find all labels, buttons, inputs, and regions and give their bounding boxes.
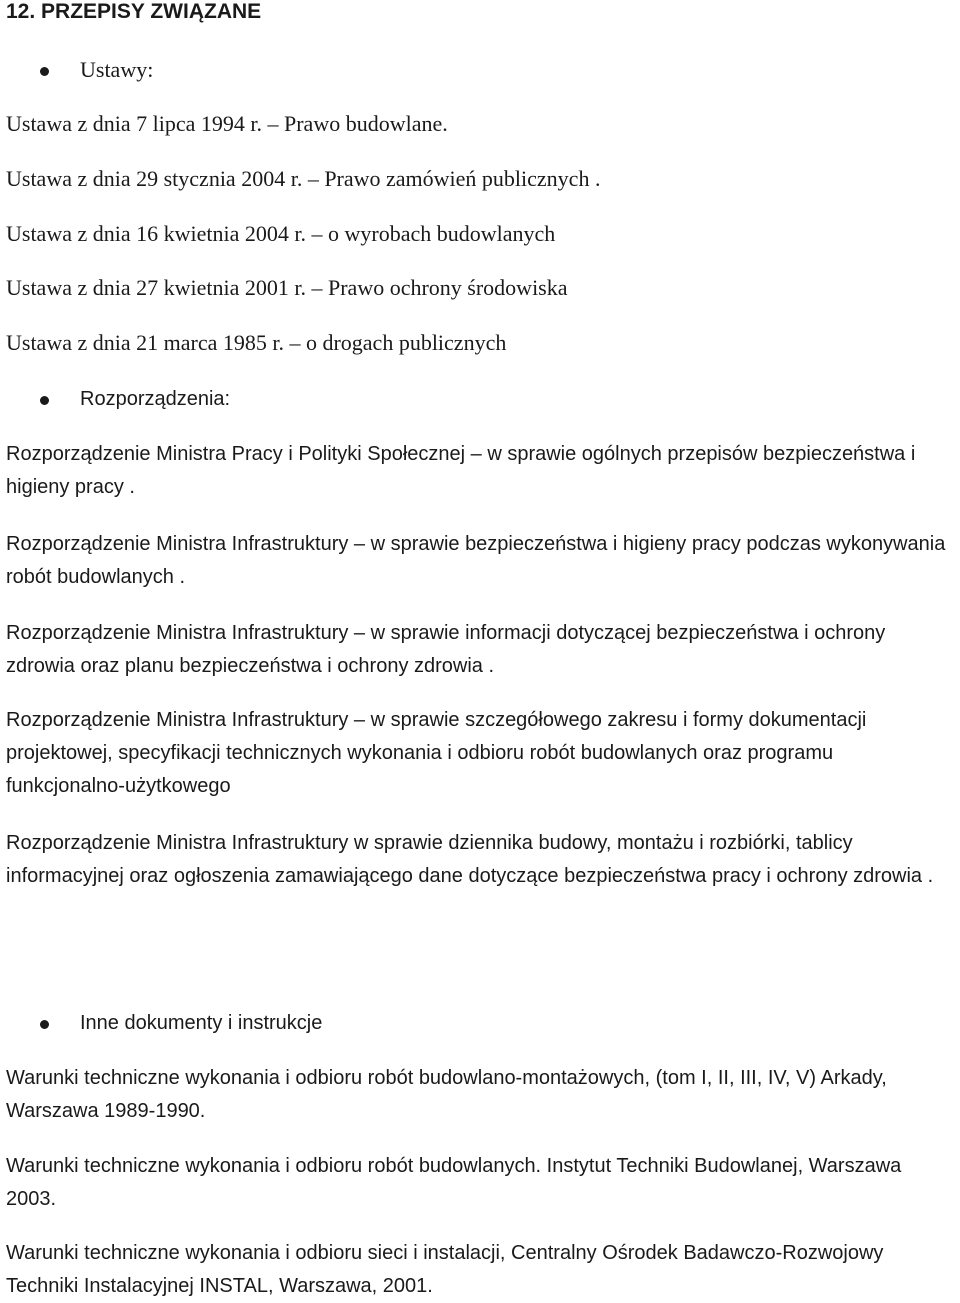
regulation-item: Rozporządzenie Ministra Infrastruktury – w sprawie informacji dotyczącej bezpieczeństwa i ochrony zdrowia oraz planu bezpieczeństwa i ochrony zdrowia .: [6, 622, 886, 677]
bullet-icon: [40, 1020, 49, 1029]
regulation-item: Rozporządzenie Ministra Infrastruktury – w sprawie szczegółowego zakresu i formy dokumentacji projektowej, specyfikacji technicznych wykonania i odbioru robót budowlanych oraz programu funkcjonalno-użytkowego: [6, 709, 867, 797]
bullet-label-ustawy: Ustawy:: [80, 57, 154, 82]
document-item: Warunki techniczne wykonania i odbioru robót budowlanych. Instytut Techniki Budowlanej, Warszawa 2003.: [6, 1155, 902, 1210]
document-item: Warunki techniczne wykonania i odbioru robót budowlano-montażowych, (tom I, II, III, IV, V) Arkady, Warszawa 1989-1990.: [6, 1067, 887, 1122]
law-item: Ustawa z dnia 21 marca 1985 r. – o drogach publicznych: [6, 330, 507, 355]
law-item: Ustawa z dnia 27 kwietnia 2001 r. – Prawo ochrony środowiska: [6, 275, 568, 300]
regulation-item: Rozporządzenie Ministra Infrastruktury w sprawie dziennika budowy, montażu i rozbiórki, tablicy informacyjnej oraz ogłoszenia zamawiającego dane dotyczące bezpieczeństwa pracy i ochrony zdrowia .: [6, 832, 934, 887]
bullet-label-rozporzadzenia: Rozporządzenia:: [80, 388, 231, 410]
bullet-icon: [40, 396, 49, 405]
document-item: Warunki techniczne wykonania i odbioru sieci i instalacji, Centralny Ośrodek Badawczo-Rozwojowy Techniki Instalacyjnej INSTAL, Warszawa, 2001.: [6, 1242, 884, 1297]
regulation-item: Rozporządzenie Ministra Infrastruktury – w sprawie bezpieczeństwa i higieny pracy podczas wykonywania robót budowlanych .: [6, 533, 946, 588]
bullet-icon: [40, 67, 49, 76]
section-heading: 12. PRZEPISY ZWIĄZANE: [6, 0, 262, 23]
law-item: Ustawa z dnia 7 lipca 1994 r. – Prawo budowlane.: [6, 111, 448, 136]
law-item: Ustawa z dnia 29 stycznia 2004 r. – Prawo zamówień publicznych .: [6, 166, 601, 191]
regulation-item: Rozporządzenie Ministra Pracy i Polityki Społecznej – w sprawie ogólnych przepisów bezpieczeństwa i higieny pracy .: [6, 443, 916, 498]
law-item: Ustawa z dnia 16 kwietnia 2004 r. – o wyrobach budowlanych: [6, 221, 556, 246]
bullet-label-inne: Inne dokumenty i instrukcje: [80, 1012, 323, 1034]
